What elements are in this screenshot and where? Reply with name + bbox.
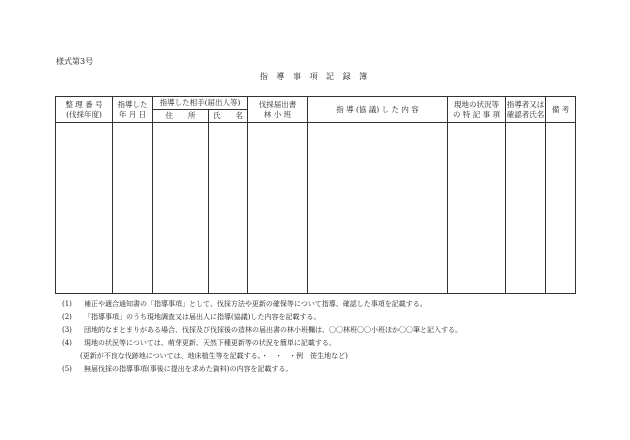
note-item: (2) 「指導事項」のうち現地調査又は届出人に指導(協議)した内容を記載する。 xyxy=(62,313,321,321)
header-name: 氏 名 xyxy=(209,110,248,123)
cell-guidance-date[interactable] xyxy=(113,123,153,294)
cell-instructor-name[interactable] xyxy=(506,123,546,294)
table-row xyxy=(56,123,576,294)
note-item: (1) 補正や適合通知書の「指導事項」として、伐採方法や更新の確保等について指導、確認した事項を記載する。 xyxy=(62,300,427,308)
header-forest-subcompartment: 伐採届出書 林 小 班 xyxy=(248,97,308,123)
header-address: 住 所 xyxy=(153,110,209,123)
cell-serial-number[interactable] xyxy=(56,123,113,294)
guidance-record-table xyxy=(55,96,576,294)
notes-list xyxy=(62,298,462,376)
header-guidance-date: 指導した 年 月 日 xyxy=(113,97,153,123)
header-remarks: 備 考 xyxy=(546,97,576,123)
cell-guidance-content[interactable] xyxy=(308,123,448,294)
cell-name[interactable] xyxy=(209,123,248,294)
page-title: 指 導 事 項 記 録 簿 xyxy=(259,72,371,81)
note-item: (3) 団地的なまとまりがある場合、伐採及び伐採後の造林の届出書の林小班欄は、〇〇林班〇〇小班ほか〇〇筆と記入する。 xyxy=(62,326,462,334)
note-item: (5) 無届伐採の指導事項(事後に提出を求めた資料)の内容を記載する。 xyxy=(62,365,293,373)
cell-address[interactable] xyxy=(153,123,209,294)
header-instructor-name: 指導者又は 確認者氏名 xyxy=(506,97,546,123)
cell-remarks[interactable] xyxy=(546,123,576,294)
header-serial-number: 整 理 番 号 (伐採年度) xyxy=(56,97,113,123)
form-number: 様式第3号 xyxy=(56,57,94,66)
cell-site-notes[interactable] xyxy=(448,123,506,294)
note-item: (4) 現地の状況等については、萌芽更新、天然下種更新等の状況を簡単に記載する。 xyxy=(62,339,336,347)
header-guided-party: 指導した相手(届出人等) xyxy=(153,97,248,110)
header-site-notes: 現地の状況等 の 特 記 事 項 xyxy=(448,97,506,123)
note-continuation: (更新が不良な伐跡地については、地床植生等を記載する。・ ・ ・例 笹生地など) xyxy=(80,352,348,360)
header-guidance-content: 指 導 (協 議) し た 内 容 xyxy=(308,97,448,123)
cell-forest-subcompartment[interactable] xyxy=(248,123,308,294)
